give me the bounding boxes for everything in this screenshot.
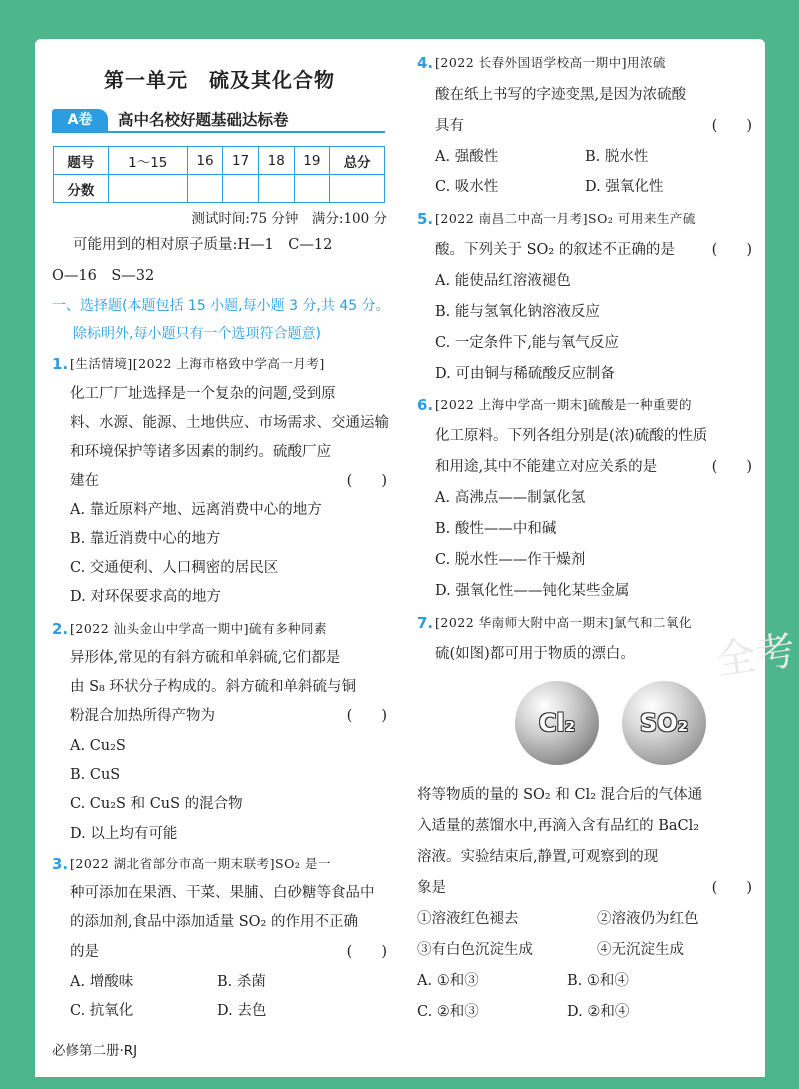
table-cell: 题号 bbox=[54, 147, 109, 175]
option-d[interactable]: D. ②和④ bbox=[567, 1004, 630, 1020]
option-b[interactable]: B. 能与氢氧化钠溶液反应 bbox=[435, 304, 600, 320]
score-entry-cell[interactable] bbox=[330, 175, 385, 203]
option-c[interactable]: C. 脱水性——作干燥剂 bbox=[435, 552, 586, 568]
answer-blank[interactable]: ( ) bbox=[346, 708, 387, 724]
chlorine-label: Cl₂ bbox=[538, 709, 576, 737]
option-a[interactable]: A. 靠近原料产地、远离消费中心的地方 bbox=[70, 502, 322, 518]
table-cell: 17 bbox=[223, 147, 259, 175]
option-a[interactable]: A. 强酸性 bbox=[435, 149, 499, 165]
table-cell: 18 bbox=[258, 147, 294, 175]
option-a[interactable]: A. Cu₂S bbox=[70, 738, 126, 754]
question-text: 种可添加在果酒、干菜、果脯、白砂糖等食品中 bbox=[70, 885, 375, 901]
page bbox=[35, 39, 799, 1077]
question-text: 将等物质的量的 SO₂ 和 Cl₂ 混合后的气体通 bbox=[417, 787, 703, 803]
question-number: 7. bbox=[417, 614, 434, 632]
option-d[interactable]: D. 可由铜与稀硫酸反应制备 bbox=[435, 366, 615, 382]
question-text: 溶液。实验结束后,静置,可观察到的现 bbox=[417, 849, 659, 865]
option-b[interactable]: B. ①和④ bbox=[567, 973, 629, 989]
option-a[interactable]: A. 增酸味 bbox=[70, 974, 134, 990]
answer-blank[interactable]: ( ) bbox=[711, 880, 752, 896]
question-source: [生活情境][2022 上海市格致中学高一月考] bbox=[70, 356, 325, 371]
left-column bbox=[52, 39, 390, 1077]
option-b[interactable]: B. CuS bbox=[70, 767, 121, 783]
question-source: [2022 长春外国语学校高一期中]用浓硫 bbox=[435, 55, 667, 70]
score-entry-cell[interactable] bbox=[294, 175, 330, 203]
option-d[interactable]: D. 以上均有可能 bbox=[70, 826, 178, 842]
option-b[interactable]: B. 脱水性 bbox=[585, 149, 649, 165]
question-source: [2022 华南师大附中高一期末]氯气和二氧化 bbox=[435, 615, 693, 630]
question-source: [2022 汕头金山中学高一期中]硫有多种同素 bbox=[70, 621, 328, 636]
observation-1: ①溶液红色褪去 bbox=[417, 911, 519, 927]
watermark: 全考 bbox=[712, 627, 799, 685]
option-d[interactable]: D. 去色 bbox=[217, 1003, 267, 1019]
question-number: 3. bbox=[52, 855, 69, 873]
banner-text: 高中名校好题基础达标卷 bbox=[118, 111, 289, 129]
answer-blank[interactable]: ( ) bbox=[346, 944, 387, 960]
score-table bbox=[53, 146, 385, 203]
option-c[interactable]: C. 抗氧化 bbox=[70, 1003, 134, 1019]
score-table-header-row bbox=[54, 147, 385, 175]
unit-title: 第一单元 硫及其化合物 bbox=[104, 68, 335, 92]
question-text: 的添加剂,食品中添加适量 SO₂ 的作用不正确 bbox=[70, 914, 358, 930]
question-text: 的是 bbox=[70, 944, 99, 960]
table-cell: 总分 bbox=[330, 147, 385, 175]
table-cell: 16 bbox=[187, 147, 223, 175]
option-c[interactable]: C. 吸水性 bbox=[435, 179, 499, 195]
question-text: 建在 bbox=[70, 473, 99, 489]
option-a[interactable]: A. ①和③ bbox=[417, 973, 479, 989]
question-text: 粉混合加热所得产物为 bbox=[70, 708, 215, 724]
paper-banner bbox=[52, 109, 385, 133]
chlorine-molecule-image bbox=[515, 681, 599, 765]
question-number: 6. bbox=[417, 396, 434, 414]
right-column bbox=[417, 39, 752, 1077]
answer-blank[interactable]: ( ) bbox=[711, 118, 752, 134]
table-cell: 分数 bbox=[54, 175, 109, 203]
question-text: 化工原料。下列各组分别是(浓)硫酸的性质 bbox=[435, 428, 708, 444]
question-text: 酸。下列关于 SO₂ 的叙述不正确的是 bbox=[435, 242, 675, 258]
question-text: 酸在纸上书写的字迹变黑,是因为浓硫酸 bbox=[435, 87, 687, 103]
observation-2: ②溶液仍为红色 bbox=[597, 911, 699, 927]
score-table-score-row bbox=[54, 175, 385, 203]
question-text: 异形体,常见的有斜方硫和单斜硫,它们都是 bbox=[70, 650, 341, 666]
answer-blank[interactable]: ( ) bbox=[711, 242, 752, 258]
sulfur-dioxide-label: SO₂ bbox=[639, 709, 689, 737]
question-text: 和用途,其中不能建立对应关系的是 bbox=[435, 459, 658, 475]
score-entry-cell[interactable] bbox=[187, 175, 223, 203]
table-cell: 19 bbox=[294, 147, 330, 175]
option-c[interactable]: C. ②和③ bbox=[417, 1004, 479, 1020]
option-d[interactable]: D. 强氧化性 bbox=[585, 179, 664, 195]
question-number: 4. bbox=[417, 54, 434, 72]
question-number: 1. bbox=[52, 355, 69, 373]
observation-3: ③有白色沉淀生成 bbox=[417, 942, 533, 958]
option-c[interactable]: C. 一定条件下,能与氧气反应 bbox=[435, 335, 619, 351]
option-a[interactable]: A. 高沸点——制氯化氢 bbox=[435, 490, 586, 506]
question-text: 和环境保护等诸多因素的制约。硫酸厂应 bbox=[70, 444, 331, 460]
question-text: 入适量的蒸馏水中,再滴入含有品红的 BaCl₂ bbox=[417, 818, 700, 834]
question-source: [2022 上海中学高一期末]硫酸是一种重要的 bbox=[435, 397, 693, 412]
section-subheading: 除标明外,每小题只有一个选项符合题意) bbox=[73, 326, 321, 342]
question-number: 2. bbox=[52, 620, 69, 638]
score-entry-cell[interactable] bbox=[258, 175, 294, 203]
option-c[interactable]: C. 交通便利、人口稠密的居民区 bbox=[70, 560, 279, 576]
page-footer: 必修第二册·RJ bbox=[52, 1043, 138, 1059]
option-b[interactable]: B. 杀菌 bbox=[217, 974, 266, 990]
question-text: 象是 bbox=[417, 880, 446, 896]
answer-blank[interactable]: ( ) bbox=[346, 473, 387, 489]
exam-info: 测试时间:75 分钟 满分:100 分 bbox=[191, 211, 387, 227]
sulfur-dioxide-molecule-image bbox=[622, 681, 706, 765]
option-d[interactable]: D. 强氧化性——钝化某些金属 bbox=[435, 583, 630, 599]
option-b[interactable]: B. 靠近消费中心的地方 bbox=[70, 531, 221, 547]
observation-4: ④无沉淀生成 bbox=[597, 942, 684, 958]
score-entry-cell[interactable] bbox=[108, 175, 187, 203]
question-text: 由 S₈ 环状分子构成的。斜方硫和单斜硫与铜 bbox=[70, 679, 356, 695]
score-entry-cell[interactable] bbox=[223, 175, 259, 203]
section-heading: 一、选择题(本题包括 15 小题,每小题 3 分,共 45 分。 bbox=[52, 298, 390, 314]
question-number: 5. bbox=[417, 210, 434, 228]
table-cell: 1～15 bbox=[108, 147, 187, 175]
atomic-mass-line2: O—16 S—32 bbox=[52, 268, 155, 284]
option-a[interactable]: A. 能使品红溶液褪色 bbox=[435, 273, 571, 289]
question-source: [2022 湖北省部分市高一期末联考]SO₂ 是一 bbox=[70, 856, 331, 871]
question-text: 具有 bbox=[435, 118, 464, 134]
question-text: 化工厂厂址选择是一个复杂的问题,受到原 bbox=[70, 386, 336, 402]
option-c[interactable]: C. Cu₂S 和 CuS 的混合物 bbox=[70, 796, 243, 812]
question-text: 硫(如图)都可用于物质的漂白。 bbox=[435, 646, 635, 662]
question-text: 料、水源、能源、土地供应、市场需求、交通运输 bbox=[70, 415, 389, 431]
question-source: [2022 南昌二中高一月考]SO₂ 可用来生产硫 bbox=[435, 211, 696, 226]
option-d[interactable]: D. 对环保要求高的地方 bbox=[70, 589, 221, 605]
option-b[interactable]: B. 酸性——中和碱 bbox=[435, 521, 557, 537]
paper-badge: A卷 bbox=[52, 109, 108, 131]
atomic-mass-line1: 可能用到的相对原子质量:H—1 C—12 bbox=[73, 237, 333, 253]
answer-blank[interactable]: ( ) bbox=[711, 459, 752, 475]
